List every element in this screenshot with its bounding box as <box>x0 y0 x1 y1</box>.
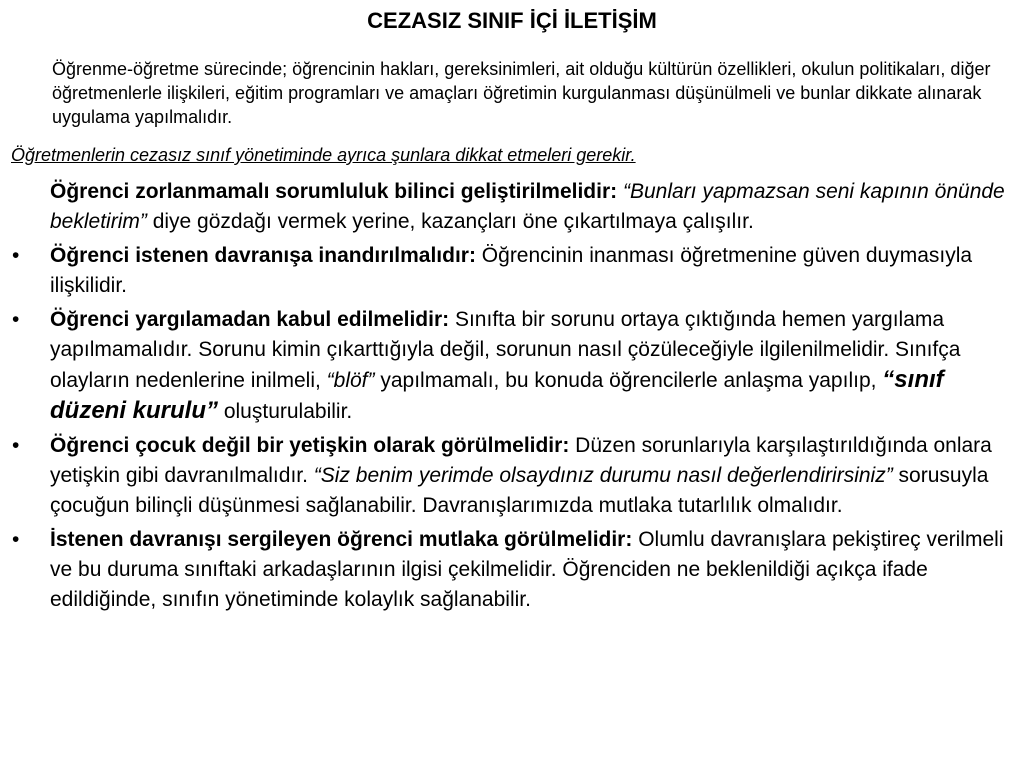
item-text: Sınıfta bir sorunu ortaya çıktığında hemen yargılama yapılmamalıdır. Sorunu kimin çıkarttığıyla değil, sorunun nasıl çözüleceğiyle ilgilenilmelidir. Sınıfça olayların nedenlerine inilmeli, <box>50 308 961 392</box>
list-item <box>0 525 1010 615</box>
bullet-list <box>0 177 1024 619</box>
item-text: Öğrencinin inanması öğretmenine güven duymasıyla ilişkilidir. <box>50 244 973 297</box>
item-lead: Öğrenci istenen davranışa inandırılmalıdır: <box>50 244 476 267</box>
list-item <box>0 241 1010 301</box>
item-quote: “blöf” <box>326 369 375 392</box>
item-text: diye gözdağı vermek yerine, kazançları öne çıkartılmaya çalışılır. <box>146 210 754 233</box>
item-text: yapılmamalı, bu konuda öğrencilerle anlaşma yapılıp, <box>374 369 883 392</box>
item-lead: Öğrenci yargılamadan kabul edilmelidir: <box>50 308 450 331</box>
bullet-icon: • <box>12 308 20 331</box>
list-item <box>0 431 1010 521</box>
bullet-icon: • <box>12 244 20 267</box>
bullet-icon: • <box>12 434 20 457</box>
item-emphasis-quote: “sınıf düzeni kurulu” <box>50 366 944 424</box>
item-text: sorusuyla çocuğun bilinçli düşünmesi sağlanabilir. Davranışlarımızda mutlaka tutarlılık olmalıdır. <box>50 464 989 517</box>
bullet-icon: • <box>12 528 20 551</box>
item-lead: İstenen davranışı sergileyen öğrenci mutlaka görülmelidir: <box>50 528 633 551</box>
item-lead: Öğrenci zorlanmamalı sorumluluk bilinci geliştirilmelidir: <box>50 180 618 203</box>
item-text: oluşturulabilir. <box>218 400 353 423</box>
item-quote: “Siz benim yerimde olsaydınız durumu nasıl değerlendirirsiniz” <box>313 464 893 487</box>
item-text: Olumlu davranışlara pekiştireç verilmeli ve bu duruma sınıftaki arkadaşlarının ilgisi çekilmelidir. Öğrenciden ne beklenildiği açıkça ifade edildiğinde, sınıfın yönetiminde kolaylık sağlanabilir. <box>50 528 1004 611</box>
item-quote: “Bunları yapmazsan seni kapının önünde bekletirim” <box>50 180 1005 233</box>
slide-title: CEZASIZ SINIF İÇİ İLETİŞİM <box>367 8 657 33</box>
intro-paragraph: Öğrenme-öğretme sürecinde; öğrencinin hakları, gereksinimleri, ait olduğu kültürün özellikleri, okulun politikaları, diğer öğretmenlerle ilişkileri, eğitim programları ve amaçları öğretimin kurgulanması düşünülmeli ve bunlar dikkate alınarak uygulama yapılmalıdır. <box>52 59 991 127</box>
item-lead: Öğrenci çocuk değil bir yetişkin olarak görülmelidir: <box>50 434 570 457</box>
subheading: Öğretmenlerin cezasız sınıf yönetiminde ayrıca şunlara dikkat etmeleri gerekir. <box>11 145 636 165</box>
list-item <box>0 305 1010 427</box>
item-text: Düzen sorunlarıyla karşılaştırıldığında onlara yetişkin gibi davranılmalıdır. <box>50 434 992 487</box>
list-item <box>0 177 1010 237</box>
